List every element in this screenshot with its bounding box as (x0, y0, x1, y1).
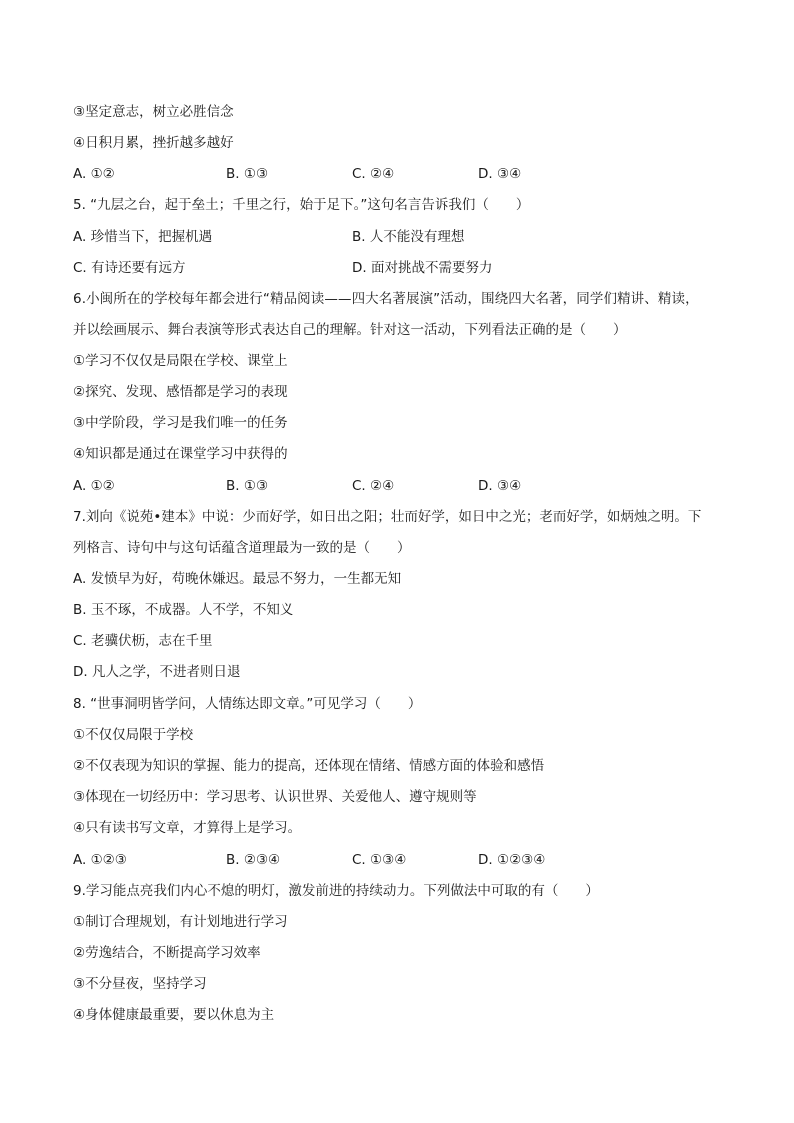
q8-stem: 8. “世事洞明皆学问，人情练达即文章。”可见学习（ ） (73, 696, 422, 712)
q6-stem-line-2: 并以绘画展示、舞台表演等形式表达自己的理解。针对这一活动，下列看法正确的是（ ） (73, 322, 627, 338)
q4-option-d: D. ③④ (478, 166, 522, 182)
q5-stem: 5. “九层之台，起于垒土；千里之行，始于足下。”这句名言告诉我们（ ） (73, 197, 530, 213)
q6-option-a: A. ①② (73, 478, 115, 494)
q5-option-d: D. 面对挑战不需要努力 (352, 260, 493, 276)
q8-item-2: ②不仅表现为知识的掌握、能力的提高，还体现在情绪、情感方面的体验和感悟 (73, 758, 545, 774)
q8-item-1: ①不仅仅局限于学校 (73, 727, 194, 743)
q4-option-c: C. ②④ (352, 166, 395, 182)
q8-option-b: B. ②③④ (226, 852, 281, 868)
q5-option-a: A. 珍惜当下，把握机遇 (73, 229, 213, 245)
q6-item-4: ④知识都是通过在课堂学习中获得的 (73, 446, 288, 462)
q4-option-a: A. ①② (73, 166, 115, 182)
q9-stem: 9.学习能点亮我们内心不熄的明灯，激发前进的持续动力。下列做法中可取的有（ ） (73, 883, 599, 899)
q9-item-2: ②劳逸结合，不断提高学习效率 (73, 945, 261, 961)
q8-option-d: D. ①②③④ (478, 852, 546, 868)
q5-option-b: B. 人不能没有理想 (352, 229, 465, 245)
q4-option-b: B. ①③ (226, 166, 269, 182)
q8-item-4: ④只有读书写文章，才算得上是学习。 (73, 820, 302, 836)
q8-option-a: A. ①②③ (73, 852, 127, 868)
q6-item-1: ①学习不仅仅是局限在学校、课堂上 (73, 353, 288, 369)
q6-stem-line-1: 6.小闽所在的学校每年都会进行“精品阅读——四大名著展演”活动，围绕四大名著，同学们精讲、精读， (73, 291, 699, 307)
q9-item-4: ④身体健康最重要，要以休息为主 (73, 1007, 275, 1023)
q7-option-b: B. 玉不琢，不成器。人不学，不知义 (73, 602, 294, 618)
q8-item-3: ③体现在一切经历中：学习思考、认识世界、关爱他人、遵守规则等 (73, 789, 477, 805)
q6-option-c: C. ②④ (352, 478, 395, 494)
q6-option-b: B. ①③ (226, 478, 269, 494)
q9-item-1: ①制订合理规划，有计划地进行学习 (73, 914, 288, 930)
q7-option-c: C. 老骥伏枥，志在千里 (73, 633, 213, 649)
q7-stem-line-2: 列格言、诗句中与这句话蕴含道理最为一致的是（ ） (73, 540, 411, 556)
q5-option-c: C. 有诗还要有远方 (73, 260, 186, 276)
q8-option-c: C. ①③④ (352, 852, 407, 868)
q6-option-d: D. ③④ (478, 478, 522, 494)
q6-item-2: ②探究、发现、感悟都是学习的表现 (73, 384, 288, 400)
q4-item-4: ④日积月累，挫折越多越好 (73, 135, 234, 151)
q4-item-3: ③坚定意志，树立必胜信念 (73, 104, 234, 120)
q9-item-3: ③不分昼夜，坚持学习 (73, 976, 207, 992)
q7-stem-line-1: 7.刘向《说苑•建本》中说：少而好学，如日出之阳；壮而好学，如日中之光；老而好学，如炳烛之明。下 (73, 509, 702, 525)
q7-option-a: A. 发愤早为好，苟晚休嫌迟。最忌不努力，一生都无知 (73, 571, 402, 587)
q7-option-d: D. 凡人之学，不进者则日退 (73, 664, 241, 680)
q6-item-3: ③中学阶段，学习是我们唯一的任务 (73, 415, 288, 431)
